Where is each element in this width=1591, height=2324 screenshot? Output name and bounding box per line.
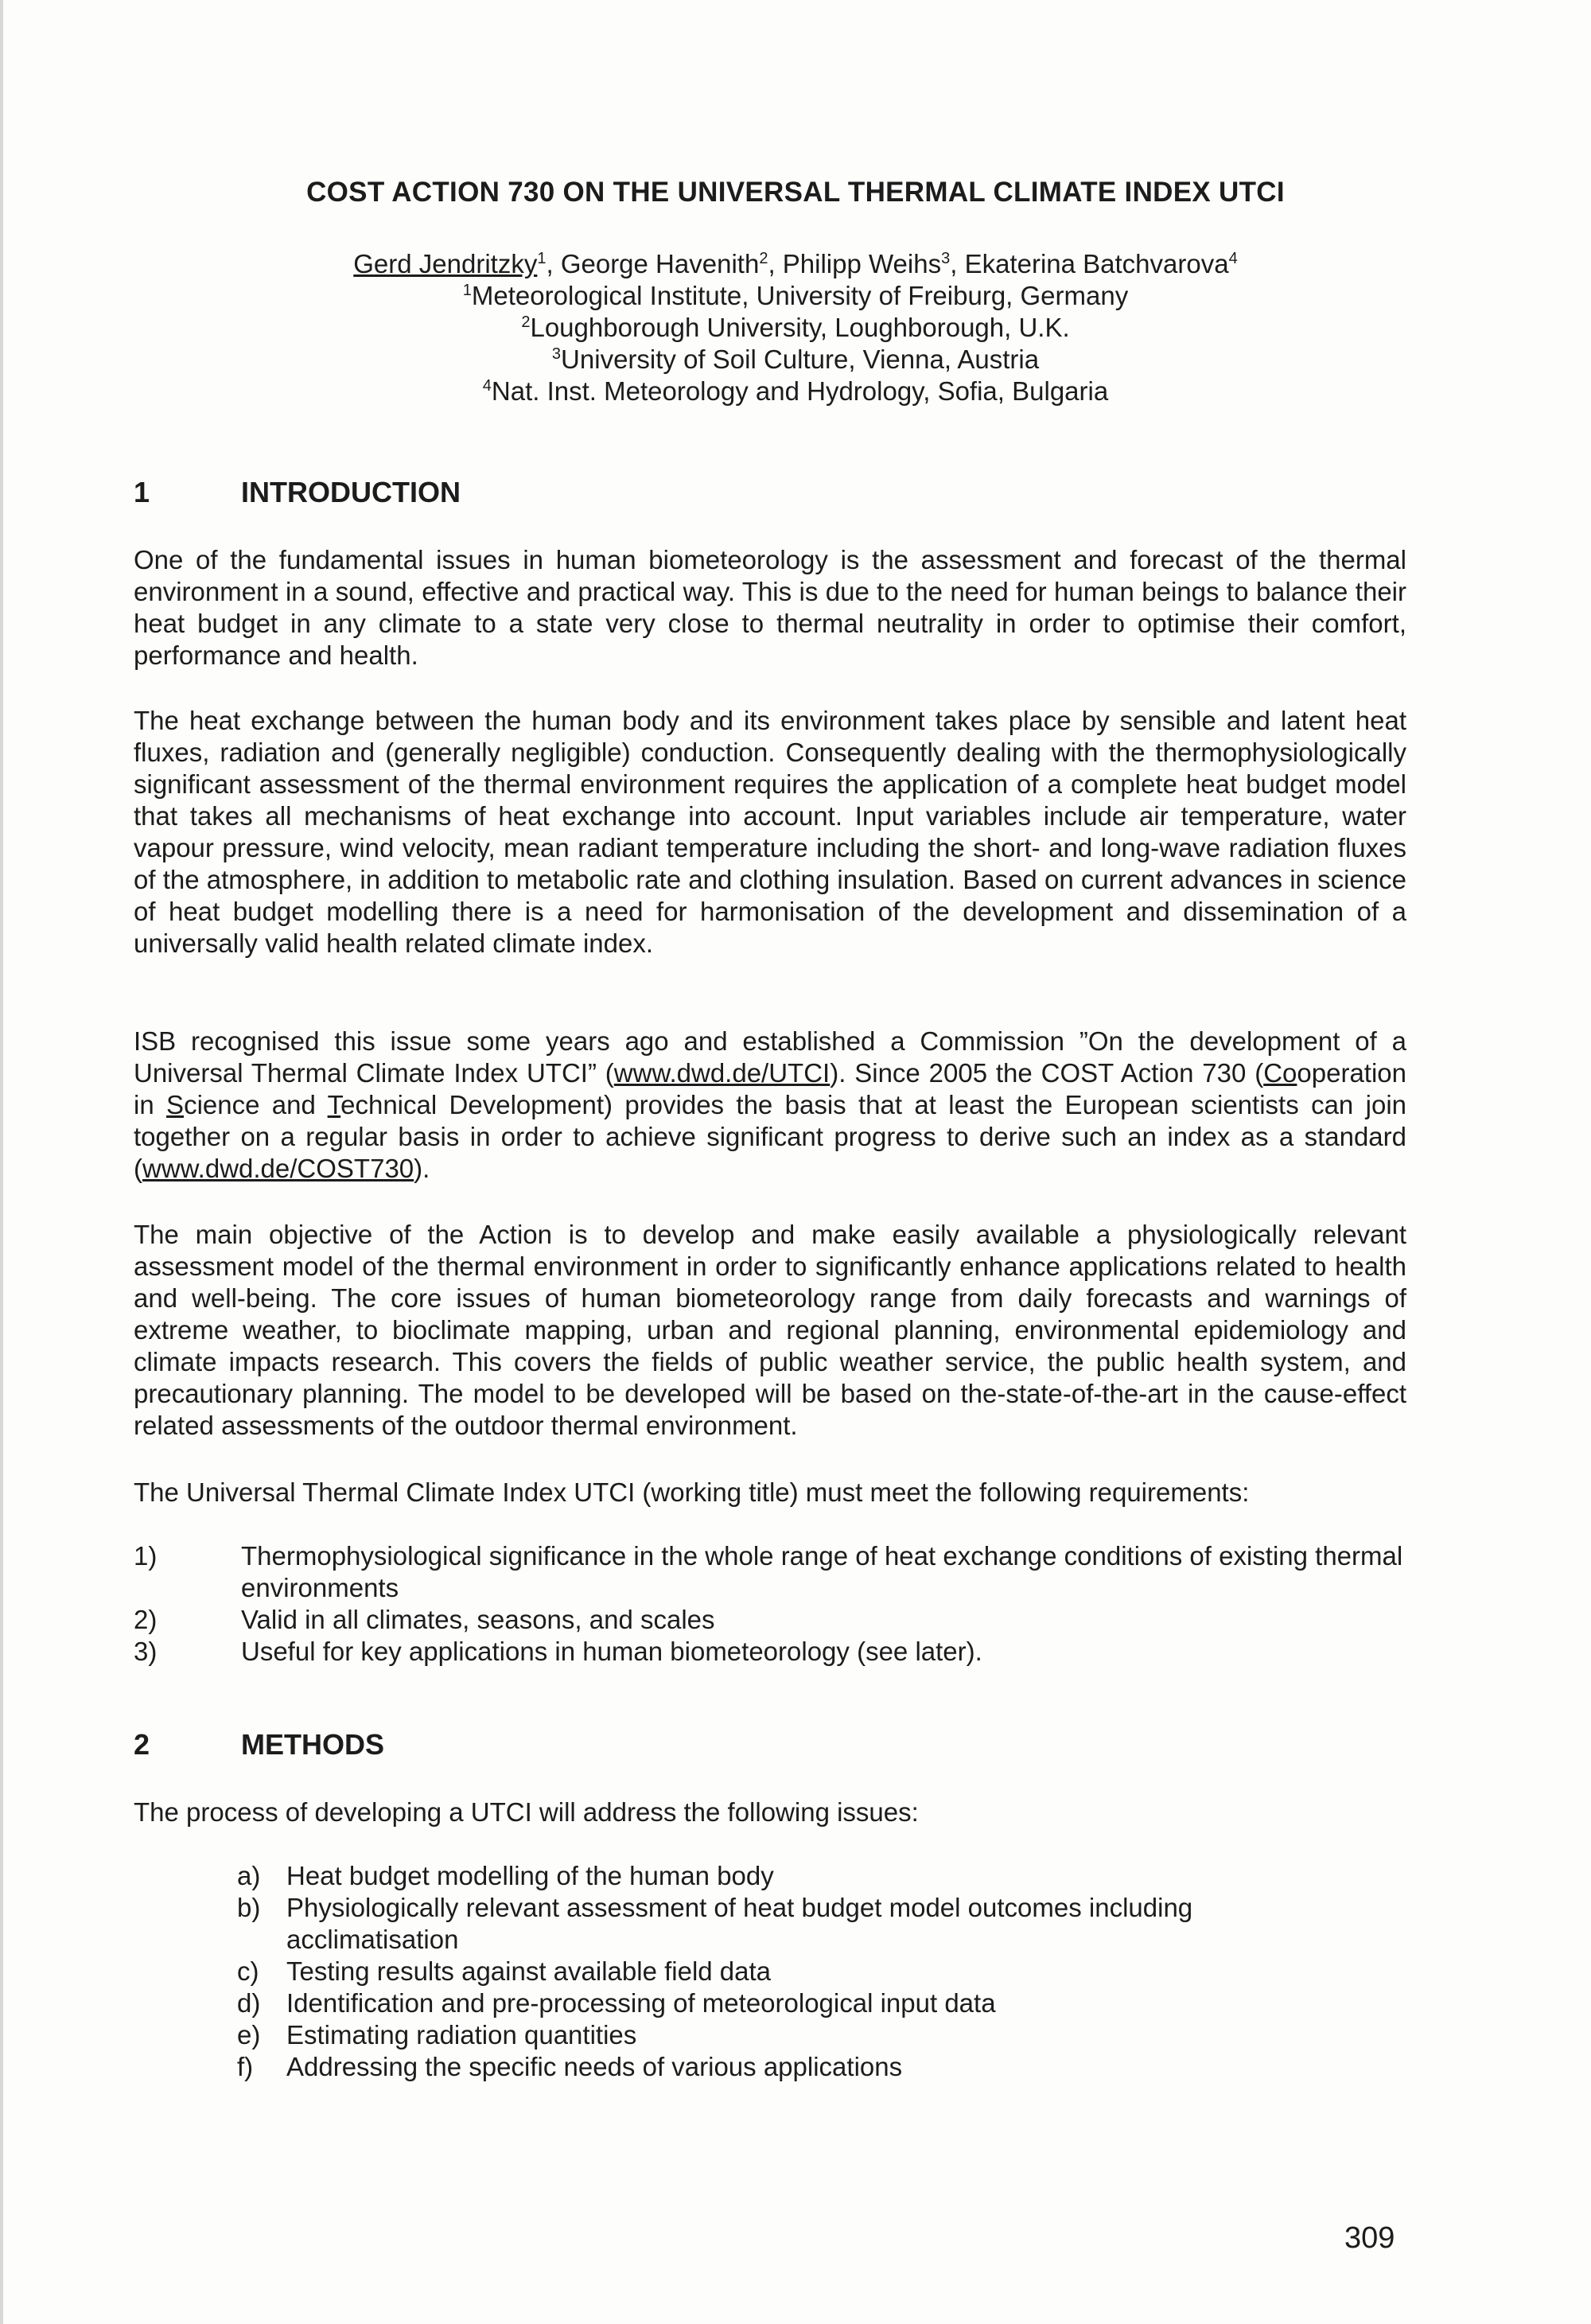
author-2: , George Havenith: [546, 249, 760, 278]
author-line: Gerd Jendritzky$^1$, George Havenith$^2$, Philipp Weihs$^3$, Ekaterina Batchvarova$^4$: [353, 249, 1238, 278]
affiliation-3: $^3$University of Soil Culture, Vienna, Austria: [551, 345, 1040, 374]
section-heading-methods: 2 METHODS: [134, 1728, 384, 1761]
utci-link[interactable]: www.dwd.de/UTCI: [613, 1058, 831, 1088]
requirements-list: [134, 1540, 1406, 1668]
affiliation-1: $^1$Meteorological Institute, University of Freiburg, Germany: [462, 281, 1129, 310]
list-item: 2) Valid in all climates, seasons, and scales: [134, 1605, 715, 1634]
intro-paragraph-5: The Universal Thermal Climate Index UTCI (working title) must meet the following requirements:: [134, 1477, 1250, 1507]
methods-paragraph-1: The process of developing a UTCI will address the following issues:: [134, 1797, 919, 1827]
intro-paragraph-4: The main objective of the Action is to develop and make easily available a physiologically relevant assessment model of the thermal environment in order to significantly enhance applications related to health and well-being. The core issues of human biometeorology range from daily forecasts and warnings of extreme weather, to bioclimate mapping, urban and regional planning, environmental epidemiology and climate impacts research. This covers the fields of public weather service, the public health system, and precautionary planning. The model to be developed will be based on the-state-of-the-art in the cause-effect related assessments of the outdoor thermal environment.: [134, 1220, 1406, 1440]
list-item: 3) Useful for key applications in human biometeorology (see later).: [134, 1637, 982, 1666]
cost730-link[interactable]: www.dwd.de/COST730: [142, 1154, 414, 1183]
list-item: b) Physiologically relevant assessment of heat budget model outcomes including acclimatisation: [237, 1893, 1193, 1954]
intro-paragraph-3: ISB recognised this issue some years ago and established a Commission ”On the development of a Universal Thermal Climate Index UTCI” (www.dwd.de/UTCI). Since 2005 the COST Action 730 (Cooperation in Science and Technical Development) provides the basis that at least the European scientists can join together on a regular basis in order to achieve significant progress to derive such an index as a standard (www.dwd.de/COST730).: [134, 1026, 1407, 1183]
intro-paragraph-2: The heat exchange between the human body and its environment takes place by sensible and latent heat fluxes, radiation and (generally negligible) conduction. Consequently dealing with the thermophysiologically significant assessment of the thermal environment requires the application of a complete heat budget model that takes all mechanisms of heat exchange into account. Input variables include air temperature, water vapour pressure, wind velocity, mean radiant temperature including the short- and long-wave radiation fluxes of the atmosphere, in addition to metabolic rate and clothing insulation. Based on current advances in science of heat budget modelling there is a need for harmonisation of the development and dissemination of a universally valid health related climate index.: [134, 706, 1406, 958]
issues-list: [237, 1860, 1351, 2083]
list-item: 1) Thermophysiological significance in the whole range of heat exchange conditions of existing thermal environments: [134, 1541, 1403, 1602]
affiliation-2: $^2$Loughborough University, Loughborough, U.K.: [521, 313, 1070, 342]
section-heading-introduction: 1 INTRODUCTION: [134, 476, 461, 508]
list-item: d) Identification and pre-processing of meteorological input data: [237, 1988, 996, 2018]
paper-title: COST ACTION 730 ON THE UNIVERSAL THERMAL CLIMATE INDEX UTCI: [306, 177, 1285, 208]
intro-paragraph-1: One of the fundamental issues in human biometeorology is the assessment and forecast of the thermal environment in a sound, effective and practical way. This is due to the need for human beings to balance their heat budget in any climate to a state very close to thermal neutrality in order to optimise their comfort, performance and health.: [134, 545, 1406, 670]
author-1: Gerd Jendritzky: [353, 249, 538, 278]
list-item: a) Heat budget modelling of the human body: [237, 1861, 774, 1890]
list-item: e) Estimating radiation quantities: [237, 2020, 637, 2050]
scan-edge: [0, 0, 3, 2324]
list-item: c) Testing results against available field data: [237, 1956, 772, 1986]
author-block: [199, 248, 1392, 407]
page-number: 309: [1344, 2221, 1395, 2255]
affiliation-4: $^4$Nat. Inst. Meteorology and Hydrology, Sofia, Bulgaria: [482, 376, 1109, 406]
author-3: , Philipp Weihs: [768, 249, 942, 278]
list-item: f) Addressing the specific needs of various applications: [237, 2052, 903, 2081]
author-4: , Ekaterina Batchvarova: [950, 249, 1229, 278]
